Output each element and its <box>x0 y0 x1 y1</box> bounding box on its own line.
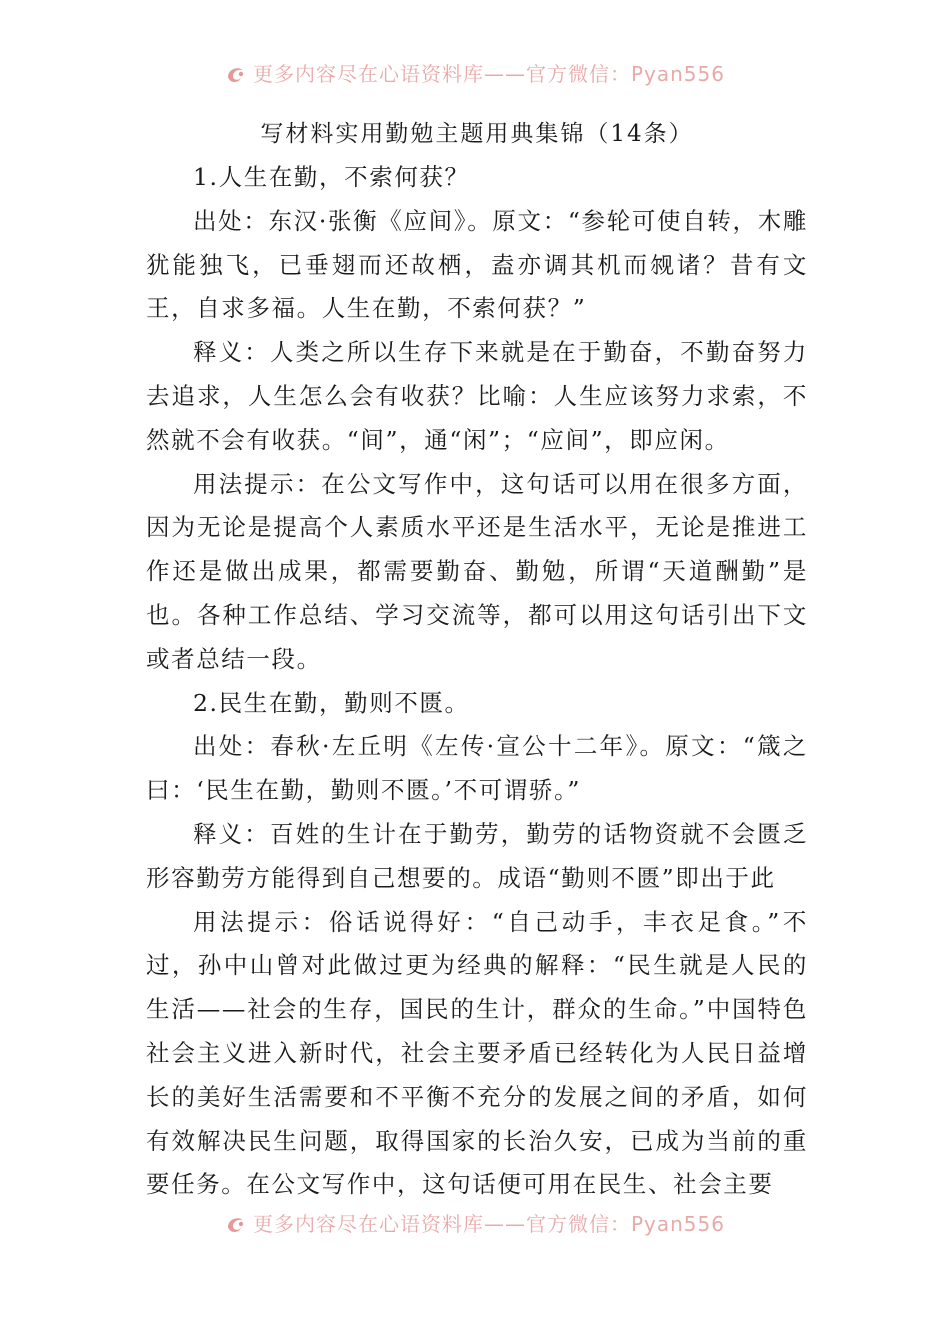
brand-logo-icon <box>225 63 247 85</box>
paragraph: 用法提示：在公文写作中，这句话可以用在很多方面，因为无论是提高个人素质水平还是生活水平，无论是推进工作还是做出成果，都需要勤奋、勤勉，所谓“天道酬勤”是也。各种工作总结、学习交流等，都可以用这句话引出下文或者总结一段。 <box>146 469 808 673</box>
watermark-text: 更多内容尽在心语资料库——官方微信：Pyan556 <box>252 62 725 86</box>
paragraph: 用法提示：俗话说得好：“自己动手，丰衣足食。”不过，孙中山曾对此做过更为经典的解释：“民生就是人民的生活——社会的生存，国民的生计，群众的生命。”中国特色社会主义进入新时代，社会主要矛盾已经转化为人民日益增长的美好生活需要和不平衡不充分的发展之间的矛盾，如何有效解决民生问题，取得国家的长治久安，已成为当前的重要任务。在公文写作中，这句话便可用在民生、社会主要 <box>146 907 808 1199</box>
paragraph: 1.人生在勤，不索何获？ <box>193 163 470 191</box>
document-page <box>146 112 808 1207</box>
watermark-text: 更多内容尽在心语资料库——官方微信：Pyan556 <box>252 1212 725 1236</box>
paragraph: 释义：人类之所以生存下来就是在于勤奋，不勤奋努力去追求，人生怎么会有收获？比喻：人生应该努力求索，不然就不会有收获。“间”，通“闲”；“应间”，即应闲。 <box>146 338 808 454</box>
document-title: 写材料实用勤勉主题用典集锦（14条） <box>260 121 694 147</box>
paragraph: 出处：春秋·左丘明《左传·宣公十二年》。原文：“箴之曰：‘民生在勤，勤则不匮。’不可谓骄。” <box>146 732 808 805</box>
paragraph: 释义：百姓的生计在于勤劳，勤劳的话物资就不会匮乏形容勤劳方能得到自己想要的。成语“勤则不匮”即出于此 <box>146 819 808 892</box>
brand-logo-icon <box>225 1213 247 1235</box>
paragraph: 2.民生在勤，勤则不匮。 <box>193 688 470 717</box>
watermark-header <box>0 58 950 87</box>
watermark-footer <box>0 1208 950 1237</box>
paragraph: 出处：东汉·张衡《应间》。原文：“参轮可使自转，木雕犹能独飞，已垂翅而还故栖，盍亦调其机而𫌨诸？昔有文王，自求多福。人生在勤，不索何获？” <box>146 206 808 323</box>
